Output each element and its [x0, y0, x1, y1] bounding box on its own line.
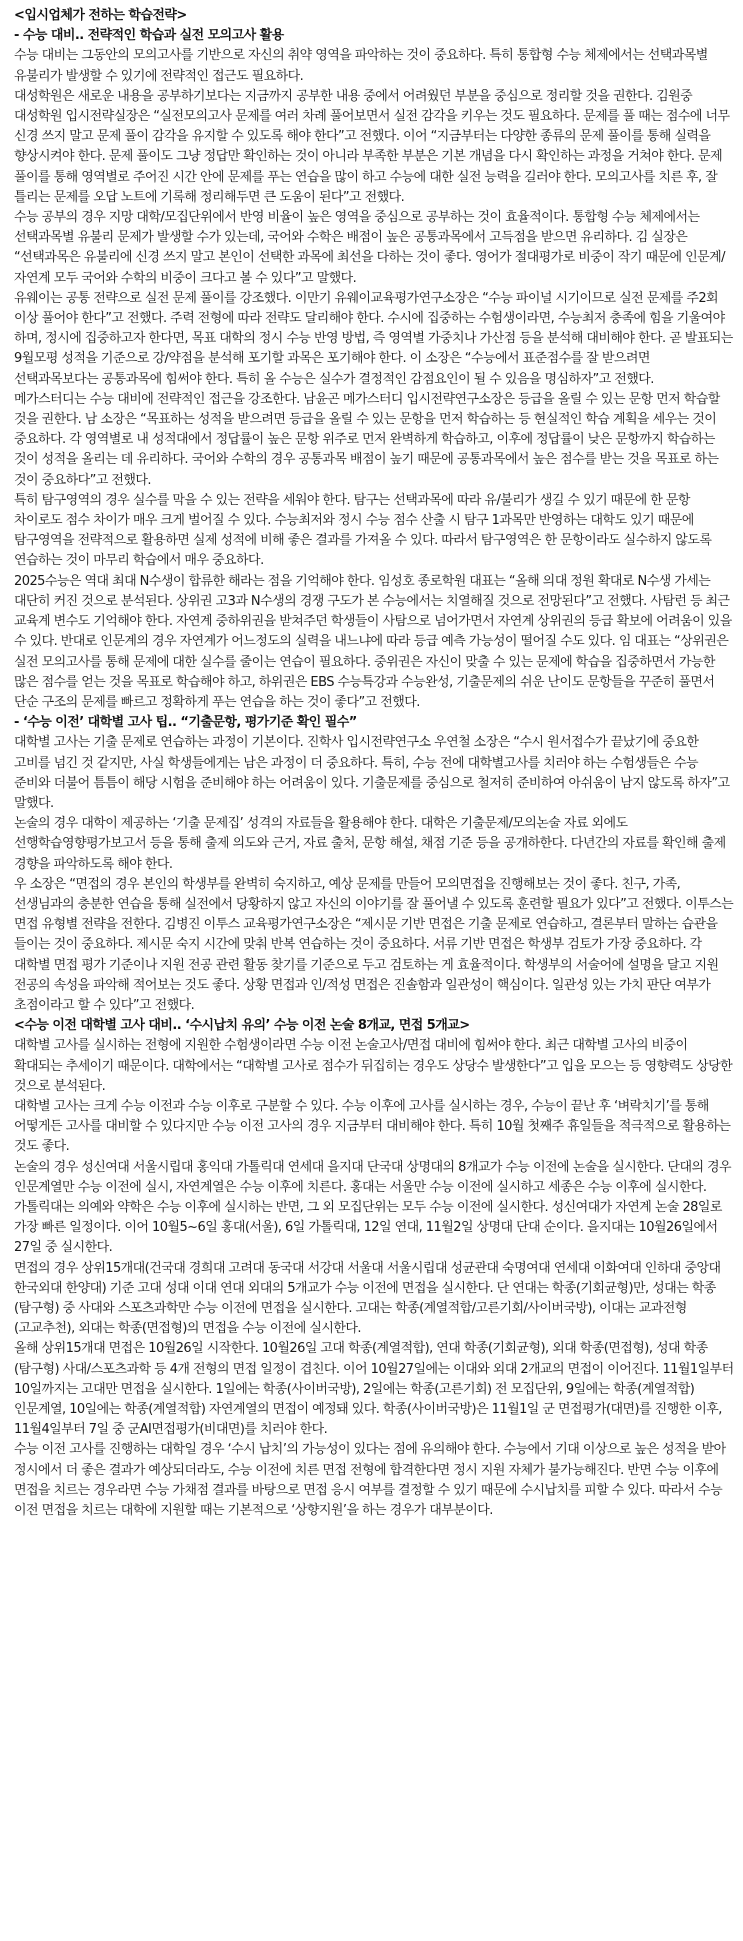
section-heading: <수능 이전 대학별 고사 대비.. ‘수시납치 유의’ 수능 이전 논술 8개교, 면접 5개교>: [14, 1018, 470, 1034]
paragraph: 2025수능은 역대 최대 N수생이 합류한 해라는 점을 기억해야 한다. 임성호 종로학원 대표는 “올해 의대 정원 확대로 N수생 가세는 대단히 커진 것으로 분석된다. 상위권 고3과 N수생의 경쟁 구도가 본 수능에서는 치열해질 것으로 전망된다”고 전했다. 사탐런 등 최근 교육계 변수도 기억해야 한다. 자연계 중하위권을 받쳐주던 학생들이 사탐으로 넘어가면서 자연계 상위권의 등급 확보에 어려움이 있을 수 있다. 반대로 인문계의 경우 자연계가 어느정도의 실력을 내느냐에 따라 등급 예측 가능성이 떨어질 수도 있다. 임 대표는 “상위권은 실전 모의고사를 통해 문제에 대한 실수를 줄이는 연습이 필요하다. 중위권은 자신이 맞출 수 있는 문제에 학습을 집중하면서 가능한 많은 점수를 얻는 것을 목표로 학습해야 하고, 하위권은 EBS 수능특강과 수능완성, 기출문제의 쉬운 난이도 문항들을 꾸준히 풀면서 단순 구조의 문제를 빠르고 정확하게 푸는 연습을 하는 것이 좋다”고 전했다.: [14, 573, 732, 710]
paragraph: 올해 상위15개대 면접은 10월26일 시작한다. 10월26일 고대 학종(계열적합), 연대 학종(기회균형), 외대 학종(면접형), 성대 학종(탐구형) 사대/스포츠과학 등 4개 전형의 면접 일정이 겹친다. 이어 10월27일에는 이대와 외대 2개교의 면접이 이어진다. 11월1일부터 10일까지는 고대만 면접을 실시한다. 1일에는 학종(사이버국방), 2일에는 학종(고른기회) 전 모집단위, 9일에는 학종(계열적합) 인문계열, 10일에는 학종(계열적합) 자연계열의 면접이 예정돼 있다. 학종(사이버국방)은 11월1일 군 면접평가(대면)를 진행한 이후, 11월4일부터 7일 중 군AI면접평가(비대면)를 치러야 한다.: [14, 1341, 734, 1438]
article-title: <입시업체가 전하는 학습전략>: [14, 8, 187, 23]
paragraph: 논술의 경우 성신여대 서울시립대 홍익대 가톨릭대 연세대 을지대 단국대 상명대의 8개교가 수능 이전에 논술을 실시한다. 단대의 경우 인문계열만 수능 이전에 실시, 자연계열은 수능 이후에 치른다. 홍대는 서울만 수능 이전에 실시하고 세종은 수능 이후에 실시한다. 가톨릭대는 의예와 약학은 수능 이후에 실시하는 반면, 그 외 모집단위는 모두 수능 이전에 실시한다. 성신여대가 자연계 논술 28일로 가장 빠른 일정이다. 이어 10월5~6일 홍대(서울), 6일 가톨릭대, 12일 연대, 11월2일 상명대 단대 순이다. 을지대는 10월26일에서 27일 중 실시한다.: [14, 1159, 732, 1256]
paragraph: 우 소장은 “면접의 경우 본인의 학생부를 완벽히 숙지하고, 예상 문제를 만들어 모의면접을 진행해보는 것이 좋다. 친구, 가족, 선생님과의 충분한 연습을 통해 실전에서 당황하지 않고 자신의 이야기를 잘 풀어낼 수 있도록 훈련할 필요가 있다”고 전했다. 이투스는 면접 유형별 전략을 전한다. 김병진 이투스 교육평가연구소장은 “제시문 기반 면접은 기출 문제로 연습하고, 결론부터 말하는 습관을 들이는 것이 중요하다. 제시문 숙지 시간에 맞춰 반복 연습하는 것이 중요하다. 서류 기반 면접은 학생부 검토가 가장 중요하다. 각 대학별 면접 평가 기준이나 지원 전공 관련 활동 찾기를 기준으로 두고 검토하는 게 효율적이다. 학생부의 서술어에 설명을 달고 지원 전공의 속성을 파악해 적어보는 것도 좋다. 상황 면접과 인/적성 면접은 진솔함과 일관성이 핵심이다. 일관성 있는 가치 판단 여부가 초점이라고 할 수 있다”고 전했다.: [14, 876, 734, 1013]
paragraph: 유웨이는 공통 전략으로 실전 문제 풀이를 강조했다. 이만기 유웨이교육평가연구소장은 “수능 파이널 시기이므로 실전 문제를 주2회 이상 풀어야 한다”고 전했다. 주력 전형에 따라 전략도 달리해야 한다. 수시에 집중하는 수험생이라면, 수능최저 충족에 힘을 기울여야 하며, 정시에 집중하고자 한다면, 목표 대학의 정시 수능 반영 방법, 즉 영역별 가중치나 가산점 등을 분석해 대비해야 한다. 곧 발표되는 9월모평 성적을 기준으로 강/약점을 분석해 포기할 과목은 포기해야 한다. 이 소장은 “수능에서 표준점수를 잘 받으려면 선택과목보다는 공통과목에 힘써야 한다. 특히 올 수능은 실수가 결정적인 감점요인이 될 수 있음을 명심하자”고 전했다.: [14, 290, 733, 387]
paragraph: 면접의 경우 상위15개대(건국대 경희대 고려대 동국대 서강대 서울대 서울시립대 성균관대 숙명여대 연세대 이화여대 인하대 중앙대 한국외대 한양대) 기준 고대 성대 이대 연대 외대의 5개교가 수능 이전에 면접을 실시한다. 단 연대는 학종(기회균형)만, 성대는 학종(탐구형) 중 사대와 스포츠과학만 수능 이전에 면접을 실시한다. 고대는 학종(계열적합/고른기회/사이버국방), 이대는 교과전형(고교추천), 외대는 학종(면접형)의 면접을 수능 이전에 실시한다.: [14, 1260, 721, 1337]
paragraph: 수능 이전 고사를 진행하는 대학일 경우 ‘수시 납치’의 가능성이 있다는 점에 유의해야 한다. 수능에서 기대 이상으로 높은 성적을 받아 정시에서 더 좋은 결과가 예상되더라도, 수능 이전에 치른 면접 전형에 합격한다면 정시 지원 자체가 불가능해진다. 반면 수능 이후에 면접을 치르는 경우라면 수능 가채점 결과를 바탕으로 면접 응시 여부를 결정할 수 있기 때문에 수시납치를 피할 수 있다. 따라서 수능 이전 면접을 치르는 대학에 지원할 때는 기본적으로 ‘상향지원’을 하는 경우가 대부분이다.: [14, 1442, 726, 1519]
paragraph: 메가스터디는 수능 대비에 전략적인 접근을 강조한다. 남윤곤 메가스터디 입시전략연구소장은 등급을 올릴 수 있는 문항 먼저 학습할 것을 권한다. 남 소장은 “목표하는 성적을 받으려면 등급을 올릴 수 있는 문항을 먼저 학습하는 등 현실적인 학습 계획을 세우는 것이 중요하다. 각 영역별로 내 성적대에서 정답률이 높은 문항 위주로 먼저 완벽하게 학습하고, 이후에 정답률이 낮은 문항까지 학습하는 것이 성적을 올리는 데 유리하다. 국어와 수학의 경우 공통과목 배점이 높기 때문에 공통과목에서 높은 점수를 받는 것을 목표로 하는 것이 중요하다”고 전했다.: [14, 391, 720, 488]
paragraph: 특히 탐구영역의 경우 실수를 막을 수 있는 전략을 세워야 한다. 탐구는 선택과목에 따라 유/불리가 생길 수 있기 때문에 한 문항 차이로도 점수 차이가 매우 크게 벌어질 수 있다. 수능최저와 정시 수능 점수 산출 시 탐구 1과목만 반영하는 대학도 있기 때문에 탐구영역을 전략적으로 활용하면 실제 성적에 비해 좋은 결과를 가져올 수 있다. 따라서 탐구영역은 한 문항이라도 실수하지 않도록 연습하는 것이 마무리 학습에서 매우 중요하다.: [14, 492, 712, 569]
paragraph: 논술의 경우 대학이 제공하는 ‘기출 문제집’ 성격의 자료들을 활용해야 한다. 대학은 기출문제/모의논술 자료 외에도 선행학습영향평가보고서 등을 통해 출제 의도와 근거, 자료 출처, 문항 해설, 채점 기준 등을 공개하한다. 다년간의 자료를 확인해 출제 경향을 파악하도록 해야 한다.: [14, 816, 726, 872]
paragraph: 수능 공부의 경우 지망 대학/모집단위에서 반영 비율이 높은 영역을 중심으로 공부하는 것이 효율적이다. 통합형 수능 체제에서는 선택과목별 유불리 문제가 발생할 수가 있는데, 국어와 수학은 배점이 높은 공통과목에서 고득점을 받으면 유리하다. 김 실장은 “선택과목은 유불리에 신경 쓰지 말고 본인이 선택한 과목에 최선을 다하는 것이 좋다. 영어가 절대평가로 비중이 작기 때문에 인문계/자연계 모두 국어와 수학의 비중이 크다고 볼 수 있다”고 말했다.: [14, 210, 725, 286]
section-heading: - 수능 대비.. 전략적인 학습과 실전 모의고사 활용: [14, 28, 284, 44]
paragraph: 대성학원은 새로운 내용을 공부하기보다는 지금까지 공부한 내용 중에서 어려웠던 부분을 중심으로 정리할 것을 권한다. 김원중 대성학원 입시전략실장은 “실전모의고사 문제를 여러 차례 풀어보면서 실전 감각을 키우는 것도 필요하다. 문제를 풀 때는 점수에 너무 신경 쓰지 말고 문제 풀이 감각을 유지할 수 있도록 해야 한다”고 전했다. 이어 “지금부터는 다양한 종류의 문제 풀이를 통해 실력을 향상시켜야 한다. 문제 풀이도 그냥 정답만 확인하는 것이 아니라 부족한 부분은 기본 개념을 다시 확인하는 과정을 거쳐야 한다. 문제 풀이를 통해 영역별로 주어진 시간 안에 문제를 푸는 연습을 많이 하고 수능에 대한 실전 능력을 길러야 한다. 모의고사를 치른 후, 잘 틀리는 문제를 오답 노트에 기록해 정리해두면 큰 도움이 된다”고 전했다.: [14, 88, 730, 205]
paragraph: 대학별 고사는 크게 수능 이전과 수능 이후로 구분할 수 있다. 수능 이후에 고사를 실시하는 경우, 수능이 끝난 후 ‘벼락치기’를 통해 어떻게든 고사를 대비할 수 있다지만 수능 이전 고사의 경우 지금부터 대비해야 한다. 특히 10월 첫째주 휴일들을 적극적으로 활용하는 것도 좋다.: [14, 1098, 731, 1155]
paragraph: 대학별 고사는 기출 문제로 연습하는 과정이 기본이다. 진학사 입시전략연구소 우연철 소장은 “수시 원서접수가 끝났기에 중요한 고비를 넘긴 것 같지만, 사실 학생들에게는 남은 과정이 더 중요하다. 특히, 수능 전에 대학별고사를 치러야 하는 수험생들은 수능 준비와 더불어 틈틈이 해당 시험을 준비해야 하는 어려움이 있다. 기출문제를 중심으로 철저히 준비하여 아쉬움이 남지 않도록 하자”고 말했다.: [14, 735, 730, 811]
section-heading: - ‘수능 이전’ 대학별 고사 팁.. “기출문항, 평가기준 확인 필수”: [14, 715, 357, 731]
paragraph: 수능 대비는 그동안의 모의고사를 기반으로 자신의 취약 영역을 파악하는 것이 중요하다. 특히 통합형 수능 체제에서는 선택과목별 유불리가 발생할 수 있기에 전략적인 접근도 필요하다.: [14, 48, 708, 84]
paragraph: 대학별 고사를 실시하는 전형에 지원한 수험생이라면 수능 이전 논술고사/면접 대비에 힘써야 한다. 최근 대학별 고사의 비중이 확대되는 추세이기 때문이다. 대학에서는 “대학별 고사로 점수가 뒤집히는 경우도 상당수 발생한다”고 입을 모으는 등 영향력도 상당한 것으로 분석된다.: [14, 1038, 733, 1094]
